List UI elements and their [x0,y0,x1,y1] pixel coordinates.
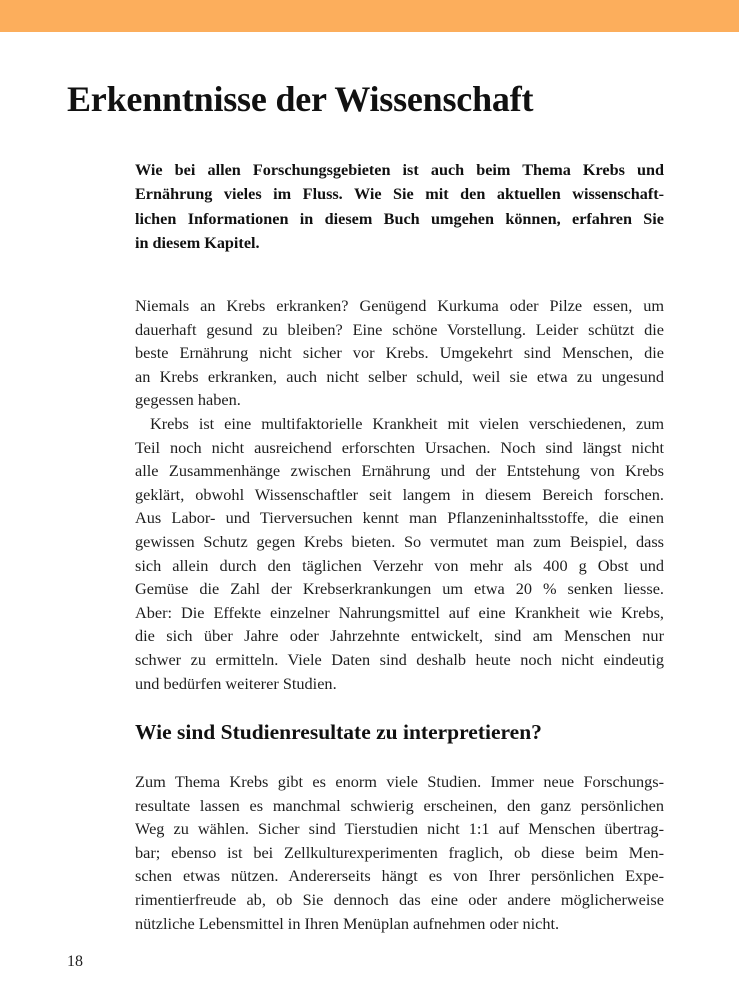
text-line: geklärt, obwohl Wissenschaftler seit langem in diesem Bereich forschen. [135,484,664,504]
lead-line: lichen Informationen in diesem Buch umgehen können, erfahren Sie [135,209,664,228]
text-line: gegessen haben. [135,390,241,410]
text-line: Gemüse die Zahl der Krebserkrankungen um etwa 20 % senken liesse. [135,579,664,599]
body-paragraph-3 [135,770,664,935]
text-line: Aber: Die Effekte einzelner Nahrungsmittel auf eine Krankheit wie Krebs, [135,602,664,622]
text-line: nützliche Lebensmittel in Ihren Menüplan aufnehmen oder nicht. [135,913,560,933]
text-line: Niemals an Krebs erkranken? Genügend Kurkuma oder Pilze essen, um [135,296,664,315]
text-line: Aus Labor- und Tierversuchen kennt man Pflanzeninhaltsstoffe, die einen [135,508,664,528]
text-line: bar; ebenso ist bei Zellkulturexperimenten fraglich, ob diese beim Men- [135,842,664,862]
lead-line: Wie bei allen Forschungsgebieten ist auch beim Thema Krebs und [135,161,664,179]
orange-header-band [0,0,739,32]
text-line: dauerhaft gesund zu bleiben? Eine schöne Vorstellung. Leider schützt die [135,319,664,339]
lead-paragraph [135,158,664,256]
page-number: 18 [67,953,83,970]
text-line: Weg zu wählen. Sicher sind Tierstudien nicht 1:1 auf Menschen übertrag- [135,819,664,839]
lead-line: Ernährung vieles im Fluss. Wie Sie mit den aktuellen wissenschaft- [135,185,664,204]
chapter-title: Erkenntnisse der Wissenschaft [67,79,534,119]
text-line: die sich über Jahre oder Jahrzehnte entwickelt, sind am Menschen nur [135,626,664,646]
body-paragraph-2 [135,412,664,695]
text-line: Zum Thema Krebs gibt es enorm viele Studien. Immer neue Forschungs- [135,772,664,791]
text-line: beste Ernährung nicht sicher vor Krebs. Umgekehrt sind Menschen, die [135,343,664,363]
body-paragraph-1 [135,294,664,412]
text-line: gewissen Schutz gegen Krebs bieten. So vermutet man zum Beispiel, dass [135,531,664,551]
section-heading: Wie sind Studienresultate zu interpretieren? [135,720,542,744]
text-line: Teil noch nicht ausreichend erforschten Ursachen. Noch sind längst nicht [135,437,664,457]
text-line: alle Zusammenhänge zwischen Ernährung und der Entstehung von Krebs [135,461,664,481]
text-line: Krebs ist eine multifaktorielle Krankheit mit vielen verschiedenen, zum [150,414,664,433]
text-line: schwer zu ermitteln. Viele Daten sind deshalb heute noch nicht eindeutig [135,649,664,669]
text-line: sich allein durch den täglichen Verzehr von mehr als 400 g Obst und [135,555,664,575]
text-line: schen etwas nützen. Andererseits hängt es von Ihrer persönlichen Expe- [135,866,664,886]
lead-line: in diesem Kapitel. [135,234,260,253]
text-line: an Krebs erkranken, auch nicht selber schuld, weil sie etwa zu ungesund [135,366,664,386]
text-line: resultate lassen es manchmal schwierig erscheinen, den ganz persönlichen [135,795,664,815]
text-line: und bedürfen weiterer Studien. [135,673,337,693]
text-line: rimentierfreude ab, ob Sie dennoch das eine oder andere möglicherweise [135,889,664,909]
